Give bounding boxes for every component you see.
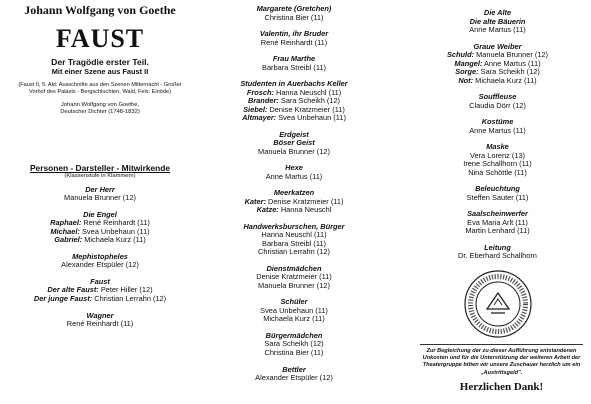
- sub-role: Kater:: [244, 196, 266, 206]
- role-name: Schüler: [280, 297, 308, 307]
- cast-list-right: [404, 9, 591, 261]
- role-name: Bettler: [282, 364, 306, 374]
- performer-name: Eva Maria Arlt (11): [467, 217, 528, 227]
- performer-name: Anne Martus (11): [484, 58, 541, 68]
- thanks-text: Herzlichen Dank!: [459, 380, 544, 393]
- performer-name: Christina Bier (11): [264, 12, 324, 22]
- author-info: [0, 102, 200, 116]
- role-name: Beleuchtung: [475, 184, 520, 194]
- column-right: [404, 0, 591, 394]
- role-name: Bürgermädchen: [265, 330, 323, 340]
- sub-role: Brander:: [247, 96, 279, 106]
- role-name: Faust: [90, 276, 110, 286]
- scene-note: (Faust II, 5. Akt: Ausschnitte aus den Szenen Mitternacht - Großer Vorhof des Palasts - Bergschluchten, Wald, Fels: Einöde): [18, 82, 182, 96]
- cast-line: [196, 173, 392, 182]
- cast-line: [196, 282, 392, 291]
- sub-role: Katze:: [256, 205, 279, 215]
- role-name: Dienstmädchen: [266, 263, 322, 273]
- cast-line: [196, 206, 392, 215]
- cast-section: [196, 55, 392, 72]
- cast-note: (Klassenstufe in Klammern): [64, 173, 136, 180]
- cast-line: [196, 14, 392, 23]
- performer-name: Michaela Kurz (11): [263, 314, 325, 324]
- cast-section: [0, 186, 200, 203]
- performer-name: Svea Unbehaun (11): [81, 226, 150, 236]
- cast-line: [196, 349, 392, 358]
- cast-section: [404, 118, 591, 135]
- cast-section: [0, 312, 200, 329]
- column-left: [0, 0, 200, 337]
- author-heading: Johann Wolfgang von Goethe: [24, 3, 176, 17]
- cast-section: [404, 244, 591, 261]
- cast-line: [404, 194, 591, 203]
- author-info-line-2: Deutscher Dichter (1748-1832): [60, 109, 140, 116]
- sub-role: Schuld:: [446, 50, 475, 60]
- role-name-alt: Die alte Bäuerin: [469, 16, 526, 26]
- performer-name: Steffen Sauter (11): [466, 192, 529, 202]
- role-name: Saalscheinwerfer: [467, 209, 528, 219]
- author-info-line-1: Johann Wolfgang von Goethe,: [60, 102, 140, 109]
- cast-line: [404, 227, 591, 236]
- cast-section: [196, 366, 392, 383]
- role-name: Maske: [486, 142, 509, 152]
- performer-name: Hanna Neuschl (11): [261, 230, 327, 240]
- role-name: Handwerksburschen, Bürger: [243, 221, 345, 231]
- play-title: FAUST: [55, 23, 145, 53]
- cast-section: [404, 9, 591, 35]
- sub-role: Not:: [458, 75, 474, 85]
- performer-name: Dr. Eberhard Schallhorn: [458, 251, 537, 261]
- column-middle: [196, 0, 392, 391]
- performer-name: René Reinhardt (11): [260, 37, 328, 47]
- sub-role: Frosch:: [246, 87, 274, 97]
- cast-line: [404, 26, 591, 35]
- cast-line: [196, 114, 392, 123]
- cast-section: [196, 223, 392, 257]
- role-name: Valentin, ihr Bruder: [259, 29, 329, 39]
- cast-line: [196, 64, 392, 73]
- cast-section: [0, 278, 200, 304]
- sub-role: Siebel:: [243, 104, 268, 114]
- performer-name: Martin Lenhard (11): [465, 226, 530, 236]
- cast-line: [0, 236, 200, 245]
- role-name: Graue Weiber: [473, 41, 522, 51]
- play-subtitle-2: Mit einer Szene aus Faust II: [51, 66, 149, 76]
- performer-name: Denise Kratzmeier (11): [269, 104, 345, 114]
- play-subtitle: Der Tragödie erster Teil.: [51, 56, 149, 67]
- cast-section: [196, 131, 392, 157]
- role-name: Frau Marthe: [272, 54, 316, 64]
- cast-line: [196, 148, 392, 157]
- performer-name: Irene Schallhorn (11): [463, 159, 532, 169]
- cast-section: [404, 185, 591, 202]
- performer-name: Alexander Etspüler (12): [255, 373, 333, 383]
- sub-role: Michael:: [50, 226, 80, 236]
- sub-role: Der junge Faust:: [33, 293, 93, 303]
- cast-section: [196, 298, 392, 324]
- sub-role: Der alte Faust:: [47, 285, 99, 295]
- cast-line: [196, 315, 392, 324]
- performer-name: Christina Bier (11): [264, 347, 324, 357]
- cast-section: [196, 332, 392, 358]
- performer-name: Manuela Brunner (12): [476, 50, 549, 60]
- performer-name: Anne Martus (11): [265, 171, 323, 181]
- cast-section: [196, 265, 392, 291]
- performer-name: Michaela Kurz (11): [475, 75, 537, 85]
- performer-name: Christian Lerrahn (12): [258, 247, 330, 257]
- cast-section: [196, 189, 392, 215]
- role-name: Margarete (Gretchen): [256, 4, 332, 13]
- performer-name: Claudia Dörr (12): [469, 100, 526, 110]
- performer-name: Christian Lerrahn (12): [94, 293, 167, 303]
- cast-list-middle: [196, 5, 392, 383]
- sub-role: Raphael:: [50, 218, 82, 228]
- role-name: Kostüme: [481, 117, 514, 127]
- cast-line: [404, 77, 591, 86]
- role-name: Erdgeist: [279, 129, 309, 139]
- cast-section: [404, 93, 591, 110]
- cast-section: [404, 210, 591, 236]
- role-name: Wagner: [86, 310, 114, 320]
- cast-section: [196, 30, 392, 47]
- cast-line: [404, 127, 591, 136]
- sub-role: Sorge:: [455, 67, 479, 77]
- cast-section: [196, 80, 392, 123]
- role-name: Souffleuse: [478, 92, 517, 102]
- cast-section: [0, 211, 200, 245]
- cast-line: [196, 248, 392, 257]
- performer-name: Manuela Brunner (12): [64, 193, 136, 203]
- performer-name: Sara Scheikh (12): [264, 339, 324, 349]
- school-seal-icon: [463, 269, 533, 339]
- cast-line: [0, 295, 200, 304]
- performer-name: Michaela Kurz (11): [84, 235, 146, 245]
- cast-line: [0, 261, 200, 270]
- performer-name: Vera Lorenz (13): [469, 150, 526, 160]
- performer-name: René Reinhardt (11): [83, 218, 150, 228]
- performer-name: Denise Kratzmeier (11): [267, 196, 344, 206]
- cast-list-left: [0, 186, 200, 329]
- performer-name: Denise Kratzmeier (11): [256, 272, 332, 282]
- cast-line: [404, 252, 591, 261]
- role-name: Hexe: [285, 163, 303, 173]
- role-name: Meerkatzen: [273, 188, 315, 198]
- donation-note: [420, 344, 583, 394]
- cast-section: [196, 164, 392, 181]
- role-name: Die Engel: [83, 209, 117, 219]
- cast-section: [404, 143, 591, 177]
- performer-name: Svea Unbehaun (11): [278, 113, 346, 123]
- role-name: Der Herr: [85, 184, 115, 194]
- cast-heading: Personen - Darsteller - Mitwirkende: [29, 162, 171, 173]
- role-name: Die Alte: [483, 8, 512, 17]
- performer-name: Peter Hiller (12): [100, 285, 153, 295]
- performer-name: Nina Schöttle (11): [468, 167, 527, 177]
- performer-name: Anne Martus (11): [469, 25, 526, 35]
- donation-text: Zur Begleichung der zu dieser Aufführung entstandenen Unkosten und für die Unterstützung der weiteren Arbeit der Theatergruppe bitten wir unsere Zuschauer herzlich um ein „Austrittsgeld".: [422, 347, 581, 376]
- performer-name: Barbara Streibl (11): [262, 62, 326, 72]
- cast-section: [404, 43, 591, 86]
- performer-name: Manuela Brunner (12): [258, 146, 330, 156]
- cast-line: [404, 169, 591, 178]
- cast-line: [0, 320, 200, 329]
- cast-section: [196, 5, 392, 22]
- performer-name: Svea Unbehaun (11): [260, 305, 328, 315]
- role-name-alt: Böser Geist: [273, 138, 315, 148]
- performer-name: Manuela Brunner (12): [258, 280, 330, 290]
- sub-role: Altmayer:: [242, 113, 277, 123]
- performer-name: Sara Scheikh (12): [480, 67, 540, 77]
- performer-name: Alexander Etspüler (12): [61, 260, 139, 270]
- performer-name: Sara Scheikh (12): [280, 96, 341, 106]
- performer-name: René Reinhardt (11): [66, 319, 134, 329]
- sub-role: Mangel:: [454, 58, 483, 68]
- cast-section: [0, 253, 200, 270]
- role-name: Mephistopheles: [72, 251, 128, 261]
- performer-name: Anne Martus (11): [469, 125, 526, 135]
- cast-line: [0, 194, 200, 203]
- cast-line: [196, 374, 392, 383]
- role-name: Studenten in Auerbachs Keller: [240, 79, 348, 89]
- cast-line: [196, 39, 392, 48]
- role-name: Leitung: [484, 242, 511, 252]
- performer-name: Hanna Neuschl: [280, 205, 332, 215]
- performer-name: Barbara Streibl (11): [262, 238, 326, 248]
- performer-name: Hanna Neuschl (11): [275, 87, 342, 97]
- sub-role: Gabriel:: [54, 235, 83, 245]
- cast-line: [404, 102, 591, 111]
